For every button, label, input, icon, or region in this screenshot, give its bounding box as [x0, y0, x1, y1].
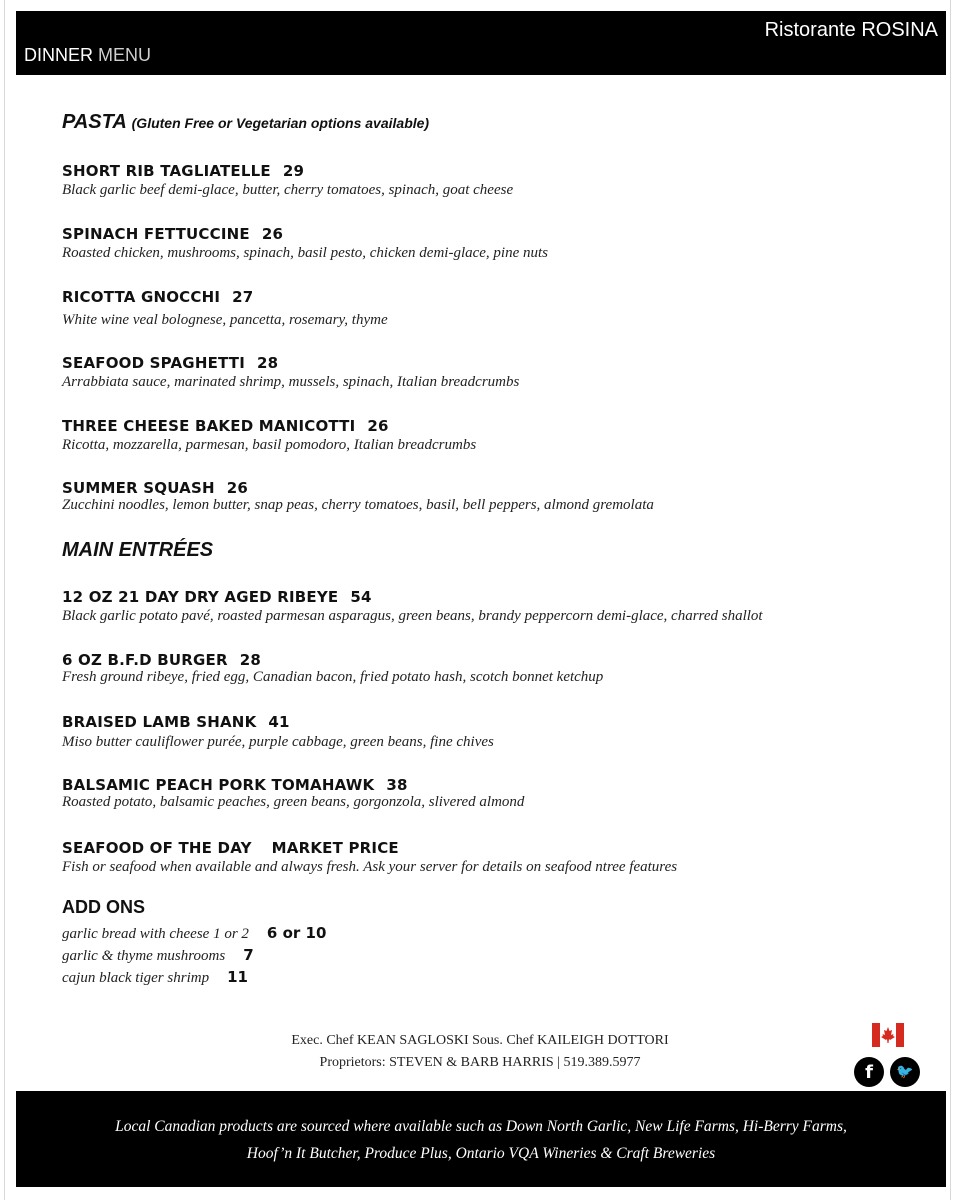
menu-item-title: RICOTTA GNOCCHI	[62, 288, 221, 306]
menu-item-price: 41	[268, 713, 290, 731]
menu-item-description: Zucchini noodles, lemon butter, snap peas, cherry tomatoes, basil, bell peppers, almond gremolata	[62, 497, 654, 513]
menu-item-name	[62, 588, 372, 606]
menu-item-name	[62, 651, 261, 669]
menu-item-title: SUMMER SQUASH	[62, 479, 215, 497]
proprietor-credits: Proprietors: STEVEN & BARB HARRIS | 519.389.5977	[319, 1055, 641, 1070]
menu-item-name	[62, 225, 283, 243]
restaurant-name: Ristorante ROSINA	[764, 19, 938, 41]
twitter-icon[interactable]: 🐦	[890, 1057, 920, 1087]
canada-flag-icon	[872, 1023, 904, 1047]
menu-item-description: Miso butter cauliflower purée, purple cabbage, green beans, fine chives	[62, 734, 494, 750]
menu-item-price: 28	[239, 651, 262, 669]
menu-item-description: Black garlic potato pavé, roasted parmesan asparagus, green beans, brandy peppercorn demi-glace, charred shallot	[62, 608, 763, 624]
addon-item	[62, 968, 248, 987]
addon-item	[62, 924, 326, 943]
pasta-heading	[62, 111, 429, 134]
menu-title-light: MENU	[98, 45, 152, 65]
addons-heading: ADD ONS	[62, 897, 146, 917]
menu-item-description: Arrabbiata sauce, marinated shrimp, mussels, spinach, Italian breadcrumbs	[62, 374, 520, 390]
menu-item-price: 26	[226, 479, 248, 497]
menu-item-title: SHORT RIB TAGLIATELLE	[62, 162, 271, 180]
menu-item-name	[62, 713, 290, 731]
menu-item-price: 54	[350, 588, 372, 606]
menu-item-title: 12 OZ 21 DAY DRY AGED RIBEYE	[62, 588, 339, 606]
menu-item-price: 27	[232, 288, 254, 306]
menu-item-title: THREE CHEESE BAKED MANICOTTI	[62, 417, 356, 435]
menu-item-name	[62, 417, 389, 435]
header-bar	[16, 11, 946, 75]
menu-item-title: BALSAMIC PEACH PORK TOMAHAWK	[62, 776, 375, 794]
addon-name: garlic & thyme mushrooms	[62, 948, 226, 964]
menu-item-price: MARKET PRICE	[271, 839, 399, 857]
menu-item-title: SPINACH FETTUCCINE	[62, 225, 250, 243]
menu-item-price: 28	[257, 354, 279, 372]
pasta-heading-title: PASTA	[62, 111, 127, 133]
menu-item-price: 26	[261, 225, 284, 243]
facebook-icon[interactable]: f	[854, 1057, 884, 1087]
menu-item-price: 26	[367, 417, 389, 435]
menu-item-description: Ricotta, mozzarella, parmesan, basil pomodoro, Italian breadcrumbs	[62, 437, 477, 453]
menu-item-description: White wine veal bolognese, pancetta, rosemary, thyme	[62, 312, 388, 328]
menu-title	[24, 45, 151, 66]
pasta-heading-note: (Gluten Free or Vegetarian options available)	[131, 115, 430, 131]
addon-price: 11	[227, 968, 248, 986]
menu-item-name	[62, 162, 304, 180]
addon-name: cajun black tiger shrimp	[62, 970, 210, 986]
addon-price: 6 or 10	[266, 924, 327, 942]
menu-item-title: 6 OZ B.F.D BURGER	[62, 651, 228, 669]
menu-item-name	[62, 839, 399, 857]
menu-item-title: SEAFOOD SPAGHETTI	[62, 354, 246, 372]
footer-bar	[16, 1091, 946, 1187]
menu-item-title: SEAFOOD OF THE DAY	[62, 839, 252, 857]
menu-title-strong: DINNER	[24, 45, 94, 65]
addon-item	[62, 946, 254, 965]
addon-price: 7	[243, 946, 254, 964]
menu-item-description: Fresh ground ribeye, fried egg, Canadian bacon, fried potato hash, scotch bonnet ketchup	[62, 669, 604, 685]
footer-sourcing-note	[16, 1113, 946, 1167]
menu-item-name	[62, 776, 408, 794]
menu-item-description: Roasted chicken, mushrooms, spinach, basil pesto, chicken demi-glace, pine nuts	[62, 245, 549, 261]
menu-item-title: BRAISED LAMB SHANK	[62, 713, 257, 731]
menu-item-name	[62, 354, 278, 372]
menu-item-name	[62, 479, 248, 497]
mains-heading: MAIN ENTRÉES	[62, 539, 214, 561]
footer-line: Local Canadian products are sourced where available such as Down North Garlic, New Life Farms, Hi-Berry Farms,	[115, 1118, 847, 1135]
addon-name: garlic bread with cheese 1 or 2	[62, 926, 249, 942]
menu-item-name	[62, 288, 253, 306]
menu-item-price: 38	[386, 776, 408, 794]
menu-item-price: 29	[282, 162, 305, 180]
footer-line: Hoof’n It Butcher, Produce Plus, Ontario VQA Wineries & Craft Breweries	[246, 1145, 716, 1162]
menu-item-description: Black garlic beef demi-glace, butter, cherry tomatoes, spinach, goat cheese	[62, 182, 514, 198]
chef-credits: Exec. Chef KEAN SAGLOSKI Sous. Chef KAILEIGH DOTTORI	[291, 1033, 669, 1048]
menu-item-description: Fish or seafood when available and always fresh. Ask your server for details on seafood ntree features	[62, 859, 678, 875]
menu-item-description: Roasted potato, balsamic peaches, green beans, gorgonzola, slivered almond	[62, 794, 525, 810]
